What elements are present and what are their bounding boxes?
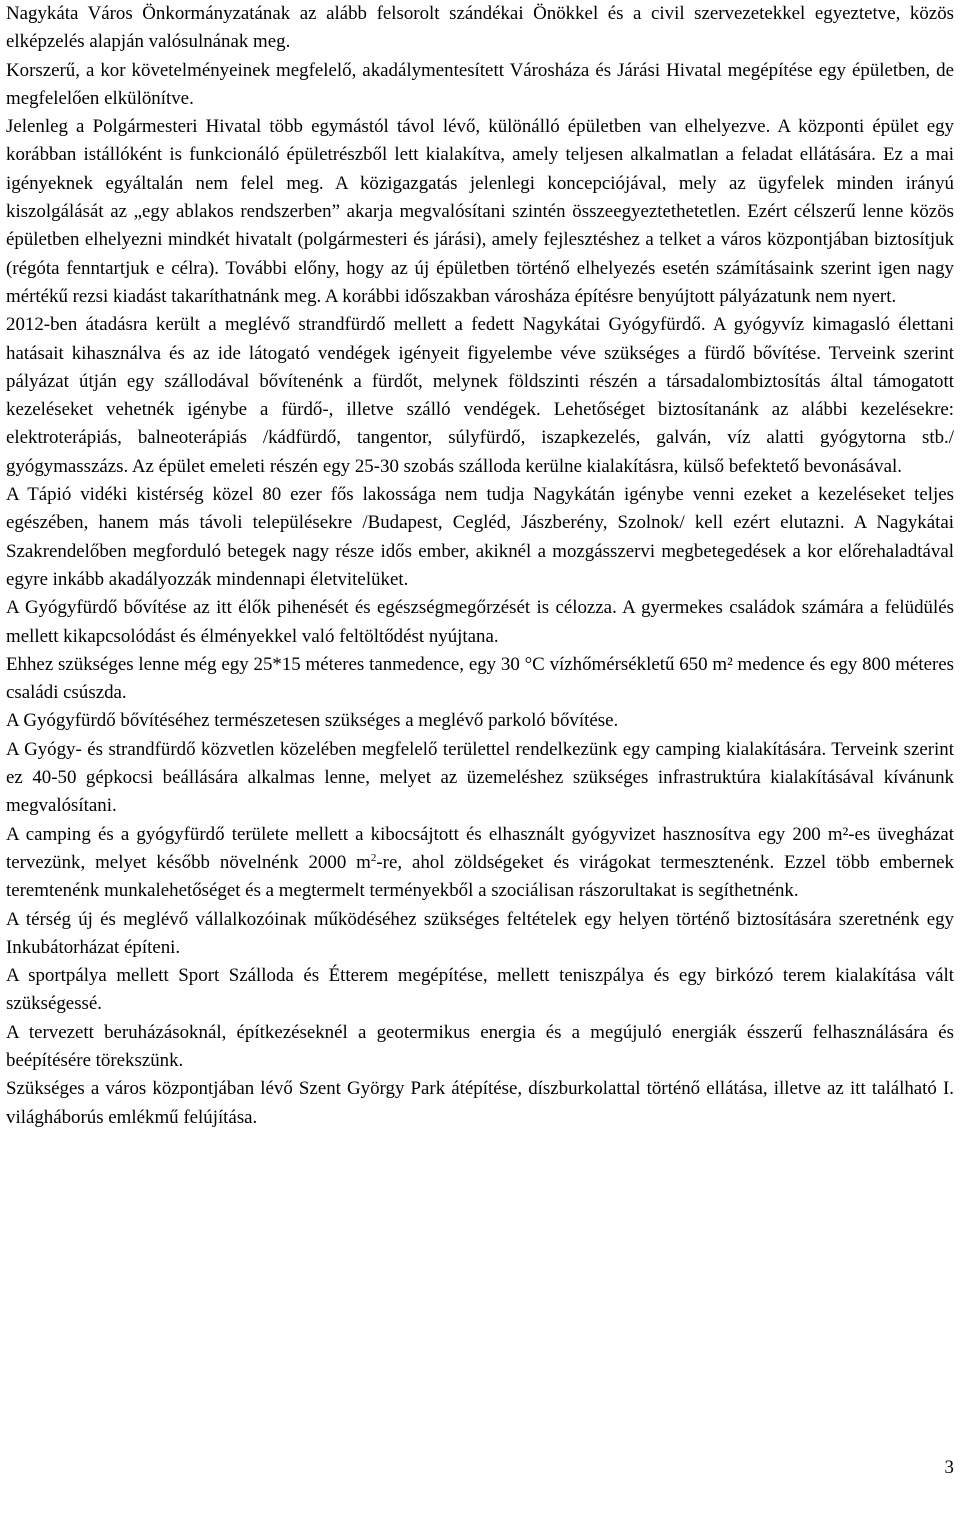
- document-body: [6, 0, 954, 1132]
- paragraph-town-hall-goal: [6, 57, 954, 114]
- paragraph-incubator: [6, 906, 954, 963]
- paragraph-camping: [6, 736, 954, 821]
- paragraph-text: Jelenleg a Polgármesteri Hivatal több egymástól távol lévő, különálló épületben van elhelyezve. A központi épület egy korábban istállóként is funkcionáló épületrészből lett kialakítva, amely teljesen alkalmatlan a feladat ellátására. Ez a mai igényeknek egyáltalán nem felel meg. A közigazgatás jelenlegi koncepciójával, mely az ügyfelek minden irányú kiszolgálását az „egy ablakos rendszerben” akarja megvalósítani szintén összeegyeztethetetlen. Ezért célszerű lenne közös épületben elhelyezni mindkét hivatalt (polgármesteri és járási), amely fejlesztéshez a telket a város központjában biztosítjuk (régóta fenntartjuk e célra). További előny, hogy az új épületben történő elhelyezés esetén számításaink szerint igen nagy mértékű rezsi kiadást takaríthatnánk meg. A korábbi időszakban városháza építésre benyújtott pályázatunk nem nyert.: [6, 116, 954, 307]
- paragraph-pools: [6, 651, 954, 708]
- paragraph-spa-expansion: [6, 311, 954, 481]
- paragraph-park: [6, 1075, 954, 1132]
- paragraph-region-needs: [6, 481, 954, 594]
- paragraph-text: A Gyógyfürdő bővítése az itt élők pihenését és egészségmegőrzését is célozza. A gyermekes családok számára a felüdülés mellett kikapcsolódást és élményekkel való feltöltődést nyújtana.: [6, 597, 954, 647]
- paragraph-energy: [6, 1019, 954, 1076]
- paragraph-text: Korszerű, a kor követelményeinek megfelelő, akadálymentesített Városháza és Járási Hivatal megépítése egy épületben, de megfelelően elkülönítve.: [6, 59, 954, 109]
- paragraph-spa-goals: [6, 594, 954, 651]
- paragraph-text: 2012-ben átadásra került a meglévő strandfürdő mellett a fedett Nagykátai Gyógyfürdő. A gyógyvíz kimagasló élettani hatásait kihasználva és az ide látogató vendégek igényeit figyelembe véve szükséges a fürdő bővítése. Terveink szerint pályázat útján egy szállodával bővítenénk a fürdőt, melynek földszinti részén a társadalombiztosítás által támogatott kezeléseket vehetnék igénybe a fürdő-, illetve szálló vendégek. Lehetőséget biztosítanánk az alábbi kezelésekre: elektroterápiás, balneoterápiás /kádfürdő, tangentor, súlyfürdő, iszapkezelés, galván, víz alatti gyógytorna stb./ gyógymasszázs. Az épület emeleti részén egy 25-30 szobás szálloda kerülne kialakításra, külső befektető bevonásával.: [6, 314, 954, 477]
- paragraph-intro: [6, 0, 954, 57]
- paragraph-text: A tervezett beruházásoknál, építkezéseknél a geotermikus energia és a megújuló energiák ésszerű felhasználására és beépítésére törekszünk.: [6, 1021, 954, 1071]
- paragraph-text: Szükséges a város központjában lévő Szent György Park átépítése, díszburkolattal történő ellátása, illetve az itt található I. világháborús emlékmű felújítása.: [6, 1078, 954, 1128]
- paragraph-text: A camping és a gyógyfürdő területe mellett a kibocsájtott és elhasznált gyógyvizet hasznosítva egy 200 m²-es üvegházat tervezünk, melyet később növelnénk 2000 m: [6, 823, 954, 873]
- paragraph-text: A sportpálya mellett Sport Szálloda és Étterem megépítése, mellett teniszpálya és egy birkózó terem kialakítása vált szükségessé.: [6, 965, 954, 1015]
- superscript-exponent: 2: [370, 851, 377, 864]
- paragraph-town-hall-details: [6, 113, 954, 311]
- paragraph-parking: [6, 707, 954, 735]
- page-number: 3: [944, 1457, 954, 1478]
- paragraph-text: A Gyógyfürdő bővítéséhez természetesen szükséges a meglévő parkoló bővítése.: [6, 710, 619, 732]
- paragraph-text: Ehhez szükséges lenne még egy 25*15 méteres tanmedence, egy 30 °C vízhőmérsékletű 650 m² medence és egy 800 méteres családi csúszda.: [6, 653, 954, 704]
- paragraph-text: A Tápió vidéki kistérség közel 80 ezer fős lakossága nem tudja Nagykátán igénybe venni ezeket a kezeléseket teljes egészében, hanem más távoli településekre /Budapest, Cegléd, Jászberény, Szolnok/ kell ezért elutazni. A Nagykátai Szakrendelőben megforduló betegek nagy része idős ember, akiknél a mozgásszervi megbetegedések a kor előrehaladtával egyre inkább akadályozzák mindennapi életvitelüket.: [6, 484, 954, 590]
- paragraph-text: -re, ahol zöldségeket és virágokat termesztenénk. Ezzel több embernek teremtenénk munkalehetőséget és a megtermelt terményekből a szociálisan rászorultakat is segíthetnénk.: [6, 851, 954, 902]
- paragraph-text: A térség új és meglévő vállalkozóinak működéséhez szükséges feltételek egy helyen történő biztosítására szeretnénk egy Inkubátorházat építeni.: [6, 908, 954, 958]
- paragraph-text: Nagykáta Város Önkormányzatának az alább felsorolt szándékai Önökkel és a civil szervezetekkel egyeztetve, közös elképzelés alapján valósulnának meg.: [6, 3, 954, 53]
- paragraph-text: A Gyógy- és strandfürdő közvetlen közelében megfelelő területtel rendelkezünk egy camping kialakítására. Terveink szerint ez 40-50 gépkocsi beállására alkalmas lenne, melyet az üzemeléshez szükséges infrastruktúra kialakításával kívánunk megvalósítani.: [6, 738, 954, 817]
- paragraph-sport-hotel: [6, 962, 954, 1019]
- paragraph-greenhouse: [6, 821, 954, 906]
